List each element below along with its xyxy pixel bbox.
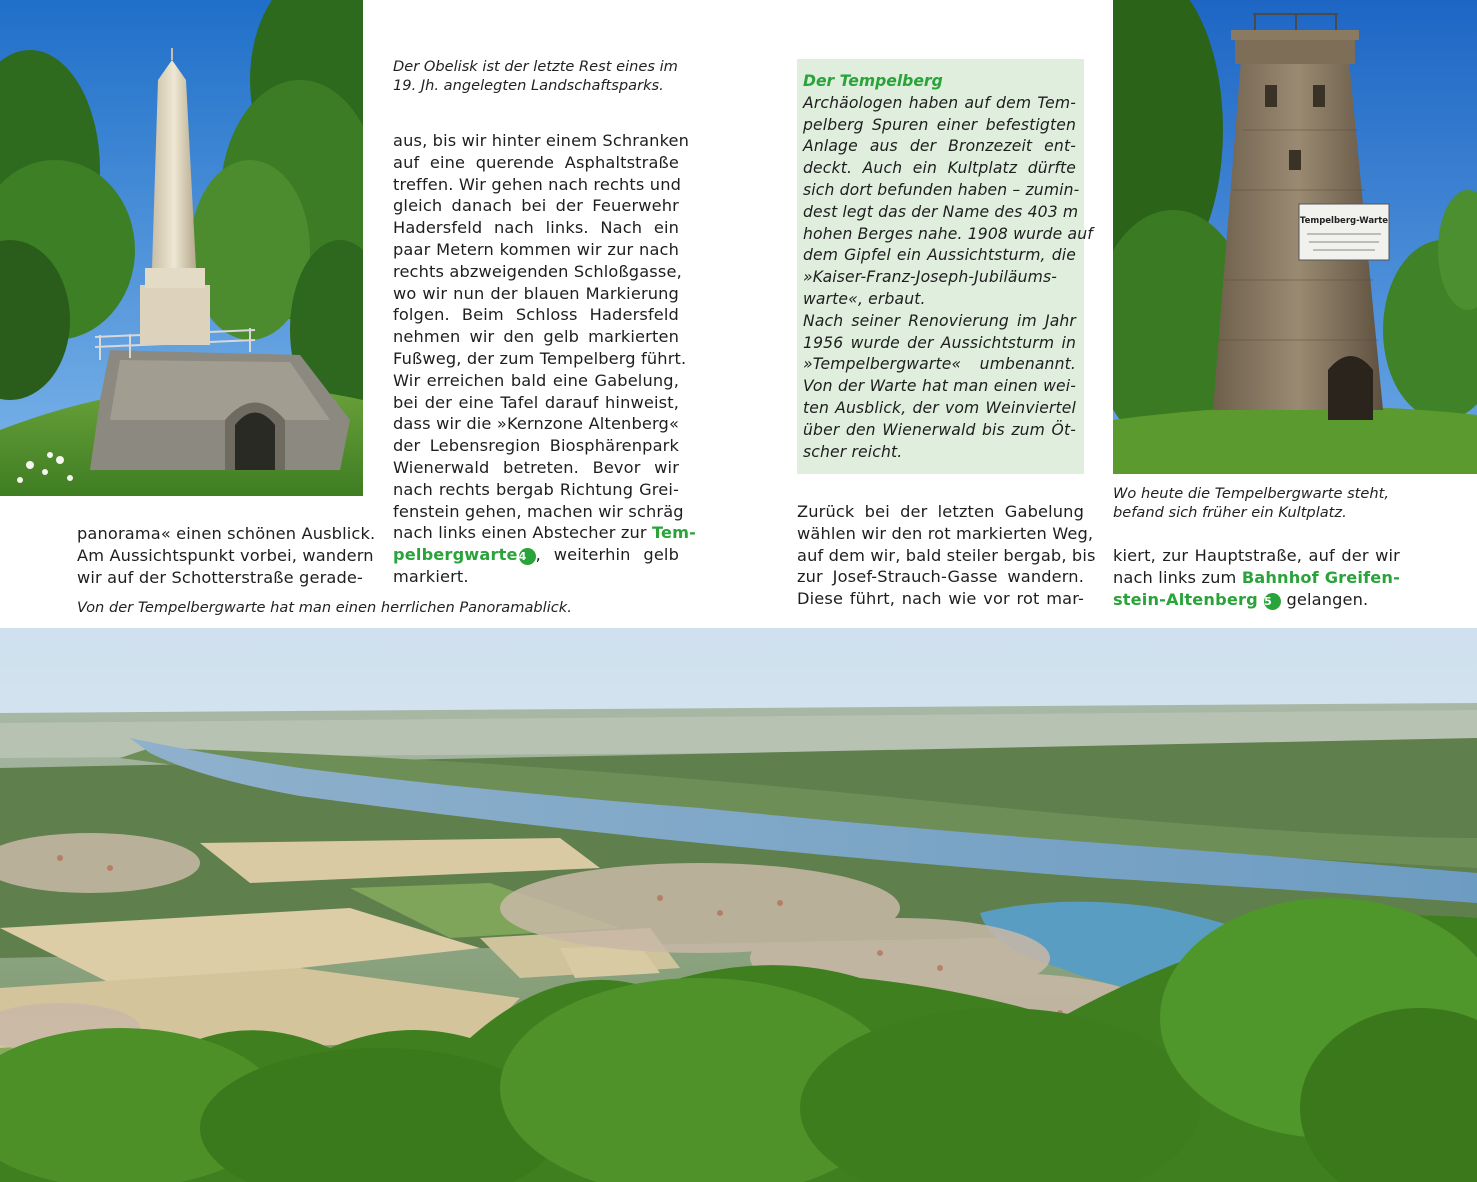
text-line: über den Wienerwald bis zum Öt- <box>803 420 1076 439</box>
text-line: folgen. Beim Schloss Hadersfeld <box>393 305 679 325</box>
obelisk-photo <box>0 0 363 496</box>
waypoint-name-bahnhof: stein-Altenberg <box>1113 589 1258 609</box>
text-line: zur Josef-Strauch-Gasse wandern. <box>797 567 1084 587</box>
caption-line: 19. Jh. angelegten Landschaftsparks. <box>393 77 664 94</box>
text-line: Anlage aus der Bronzezeit ent- <box>803 137 1076 156</box>
text-line: wählen wir den rot markierten Weg, <box>797 523 1094 543</box>
text-line: fenstein gehen, machen wir schräg <box>393 501 684 521</box>
text-line: rechts abzweigenden Schloßgasse, <box>393 261 682 281</box>
tower-sign-text: Tempelberg-Warte <box>1299 216 1389 226</box>
text-line: der Lebensregion Biosphärenpark <box>393 436 679 456</box>
text-line: 1956 wurde der Aussichtsturm in <box>803 333 1076 352</box>
caption-line: Der Obelisk ist der letzte Rest eines im <box>393 58 678 75</box>
tempelberg-infobox <box>797 59 1093 474</box>
infobox-title: Der Tempelberg <box>803 72 943 90</box>
text-line: Wienerwald betreten. Bevor wir <box>393 457 679 477</box>
text-line: dest legt das der Name des 403 m <box>803 202 1079 221</box>
text-line: »Tempelbergwarte« umbenannt. <box>803 355 1076 374</box>
text-line: dem Gipfel ein Aussichtsturm, die <box>803 246 1076 265</box>
danube-panorama-photo <box>0 628 1477 1182</box>
text-line: nehmen wir den gelb markierten <box>393 327 679 347</box>
obelisk-caption <box>393 57 678 95</box>
text-line: wo wir nun der blauen Markierung <box>393 283 679 303</box>
text-line: »Kaiser-Franz-Joseph-Jubiläums- <box>803 268 1058 287</box>
text-run: nach links einen Abstecher zur <box>393 523 652 543</box>
text-line: auf dem wir, bald steiler bergab, bis <box>797 545 1096 565</box>
text-line: paar Metern kommen wir zur nach <box>393 239 679 259</box>
text-line: Nach seiner Renovierung im Jahr <box>803 311 1076 330</box>
text-line: deckt. Auch ein Kultplatz dürfte <box>803 159 1076 178</box>
text-line: bei der eine Tafel darauf hinweist, <box>393 392 679 412</box>
text-line: Archäologen haben auf dem Tem- <box>803 93 1076 112</box>
text-line: wir auf der Schotterstraße gerade- <box>77 567 363 587</box>
text-column-3 <box>797 501 1096 610</box>
text-line: Von der Warte hat man einen wei- <box>803 377 1076 396</box>
text-line: Zurück bei der letzten Gabelung <box>797 502 1084 521</box>
caption-line: Wo heute die Tempelbergwarte steht, <box>1113 485 1389 502</box>
text-line <box>1113 589 1400 611</box>
waypoint-number-badge: 5 <box>1264 593 1281 610</box>
text-line: ten Ausblick, der vom Weinviertel <box>803 398 1076 417</box>
text-line: Am Aussichtspunkt vorbei, wandern <box>77 545 374 565</box>
tower-caption <box>1113 484 1389 522</box>
text-line: hohen Berges nahe. 1908 wurde auf <box>803 224 1093 243</box>
text-run: gelangen. <box>1281 589 1369 609</box>
text-line <box>393 544 679 566</box>
text-column-4 <box>1113 545 1400 610</box>
text-line: Wir erreichen bald eine Gabelung, <box>393 370 679 390</box>
text-line: dass wir die »Kernzone Altenberg« <box>393 414 679 434</box>
text-line: Fußweg, der zum Tempelberg führt. <box>393 348 687 368</box>
text-line: nach rechts bergab Richtung Grei- <box>393 479 679 499</box>
text-column-1 <box>77 523 376 588</box>
text-line: scher reicht. <box>803 442 903 461</box>
tower-photo <box>1113 0 1477 474</box>
text-line: auf eine querende Asphaltstraße <box>393 152 679 172</box>
text-line: warte«, erbaut. <box>803 289 926 308</box>
caption-line: befand sich früher ein Kultplatz. <box>1113 504 1347 521</box>
text-line: gleich danach bei der Feuerwehr <box>393 196 679 216</box>
waypoint-link-bahnhof: Bahnhof Greifen- <box>1241 567 1400 587</box>
waypoint-link-tempelbergwarte: Tem- <box>652 523 697 543</box>
text-run: , weiterhin gelb <box>535 545 679 565</box>
waypoint-name-tempelbergwarte: pelbergwarte <box>393 545 518 565</box>
text-run: nach links zum <box>1113 567 1242 587</box>
text-line: markiert. <box>393 566 469 586</box>
text-line: Hadersfeld nach links. Nach ein <box>393 218 679 238</box>
text-line <box>393 522 697 544</box>
text-line <box>1113 567 1400 589</box>
text-line: panorama« einen schönen Ausblick. <box>77 524 376 543</box>
text-line: Diese führt, nach wie vor rot mar- <box>797 589 1084 609</box>
infobox-body <box>803 93 1093 464</box>
text-line: treffen. Wir gehen nach rechts und <box>393 174 682 194</box>
text-line: pelberg Spuren einer befestigten <box>803 115 1076 134</box>
text-column-2 <box>393 130 697 588</box>
text-line: sich dort befunden haben – zumin- <box>803 180 1080 199</box>
text-line: kiert, zur Hauptstraße, auf der wir <box>1113 546 1400 565</box>
text-line: aus, bis wir hinter einem Schranken <box>393 131 690 150</box>
waypoint-number-badge: 4 <box>519 548 536 565</box>
panorama-caption: Von der Tempelbergwarte hat man einen herrlichen Panoramablick. <box>77 599 572 616</box>
